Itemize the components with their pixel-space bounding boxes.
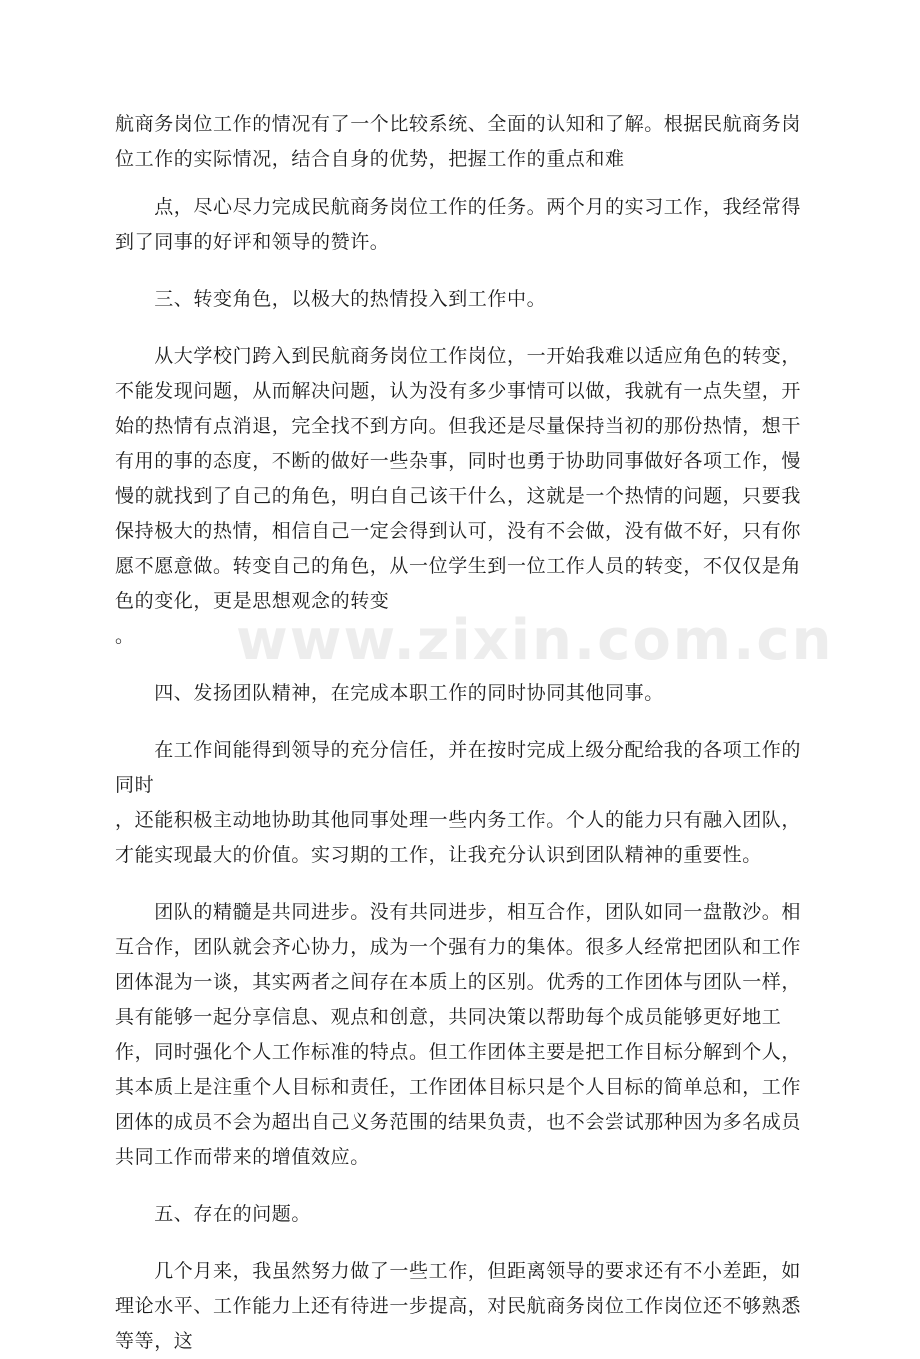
- section-heading-4: 四、发扬团队精神，在完成本职工作的同时协同其他同事。: [115, 682, 664, 704]
- watermark-text: www.zixin.com.cn: [236, 608, 834, 673]
- paragraph-1: 航商务岗位工作的情况有了一个比较系统、全面的认知和了解。根据民航商务岗位工作的实际情况，结合自身的优势，把握工作的重点和难: [115, 113, 802, 170]
- document-body: [115, 107, 834, 1359]
- section-heading-3: 三、转变角色，以极大的热情投入到工作中。: [115, 288, 547, 310]
- section-heading-5: 五、存在的问题。: [115, 1203, 312, 1225]
- paragraph-2: 点，尽心尽力完成民航商务岗位工作的任务。两个月的实习工作，我经常得到了同事的好评和领导的赞许。: [115, 196, 802, 253]
- paragraph-3: 从大学校门跨入到民航商务岗位工作岗位，一开始我难以适应角色的转变，不能发现问题，从而解决问题，认为没有多少事情可以做，我就有一点失望，开始的热情有点消退，完全找不到方向。但我还是尽量保持当初的那份热情，想干有用的事的态度，不断的做好一些杂事，同时也勇于协助同事做好各项工作，慢慢的就找到了自己的角色，明白自己该干什么，这就是一个热情的问题，只要我保持极大的热情，相信自己一定会得到认可，没有不会做，没有做不好，只有你愿不愿意做。转变自己的角色，从一位学生到一位工作人员的转变，不仅仅是角色的变化，更是思想观念的转变 。: [115, 345, 802, 647]
- paragraph-6: 几个月来，我虽然努力做了一些工作，但距离领导的要求还有不小差距，如理论水平、工作能力上还有待进一步提高，对民航商务岗位工作岗位还不够熟悉等等，这: [115, 1260, 802, 1352]
- paragraph-5: 团队的精髓是共同进步。没有共同进步，相互合作，团队如同一盘散沙。相互合作，团队就会齐心协力，成为一个强有力的集体。很多人经常把团队和工作团体混为一谈，其实两者之间存在本质上的区别。优秀的工作团体与团队一样，具有能够一起分享信息、观点和创意，共同决策以帮助每个成员能够更好地工作，同时强化个人工作标准的特点。但工作团体主要是把工作目标分解到个人，其本质上是注重个人目标和责任，工作团体目标只是个人目标的简单总和，工作团体的成员不会为超出自己义务范围的结果负责，也不会尝试那种因为多名成员共同工作而带来的增值效应。: [115, 901, 802, 1168]
- paragraph-4: 在工作间能得到领导的充分信任，并在按时完成上级分配给我的各项工作的同时 ，还能积极主动地协助其他同事处理一些内务工作。个人的能力只有融入团队，才能实现最大的价值。实习期的工作，让我充分认识到团队精神的重要性。: [115, 739, 802, 866]
